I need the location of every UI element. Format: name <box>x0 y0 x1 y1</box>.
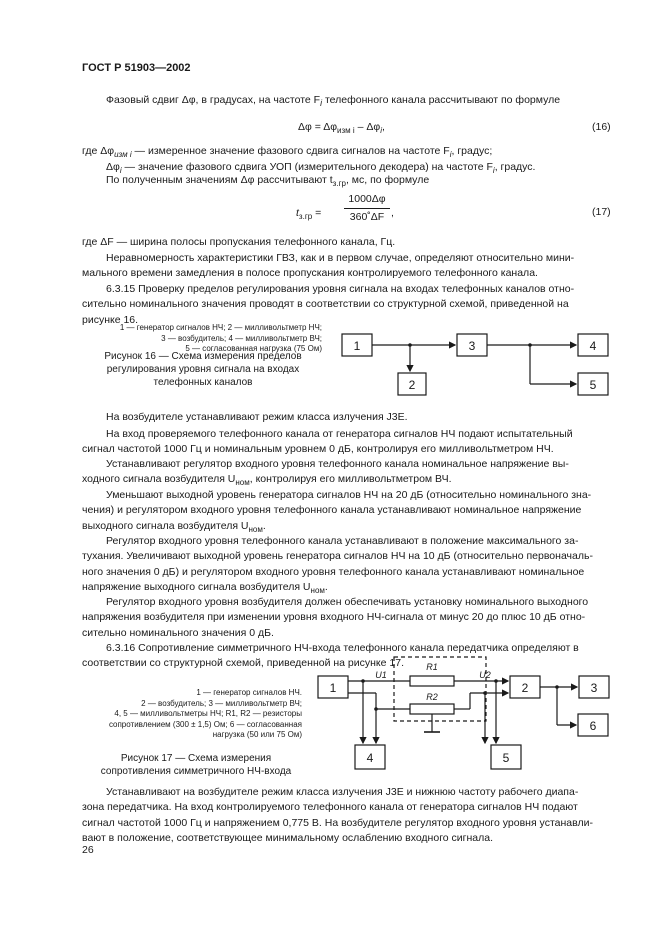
fig16-legend-line-3: 5 — согласованная нагрузка (75 Ом) <box>185 344 322 353</box>
fig16-caption <box>88 350 318 389</box>
p4-line-1: 6.3.15 Проверку пределов регулирования уровня сигнала на входах телефонных каналов отно- <box>106 283 575 295</box>
eq17-lhs: t <box>296 207 299 219</box>
p4-line-3: рисунке 16. <box>82 313 139 326</box>
fig16-caption-line-3: телефонных каналов <box>153 377 253 388</box>
w2-sub2: i <box>492 166 495 176</box>
paragraph-final-setup <box>82 785 610 846</box>
w1-sub: изм i <box>114 150 132 160</box>
fig16-label-4: 4 <box>589 339 597 353</box>
p12-line-3: сигнал частотой 1000 Гц и напряжением 0,775 В. На возбудителе регулятор входного уровня устанавли- <box>82 816 593 829</box>
p8-line-3a: выходного сигнала возбудителя U <box>82 519 249 532</box>
fig17-r2-label: R2 <box>426 692 438 702</box>
p9-line-4a: напряжение выходного сигнала возбудителя U <box>82 580 311 593</box>
fig17-label-1: 1 <box>329 681 337 695</box>
fig17-label-6: 6 <box>589 719 597 733</box>
p11-line-2: соответствии со структурной схемой, приведенной на рисунке 17. <box>82 657 404 670</box>
fig17-label-3: 3 <box>590 681 598 695</box>
fig17-legend-line-5: нагрузка (50 или 75 Ом) <box>212 730 302 739</box>
doc-header: ГОСТ Р 51903—2002 <box>82 62 191 74</box>
eq17-tail: , <box>391 207 394 219</box>
eq16-lhs: Δφ = Δφ <box>298 121 338 133</box>
fig17-legend-line-3: 4, 5 — милливольтметры НЧ; R1, R2 — резисторы <box>114 709 302 718</box>
p6-line-1: На вход проверяемого телефонного канала от генератора сигналов НЧ подают испытательный <box>106 428 573 440</box>
fig16-node-2 <box>528 343 532 347</box>
p3-line-1: Неравномерность характеристики ГВЗ, как и в первом случае, определяют относительно мини- <box>106 252 575 264</box>
w1-b: — измеренное значение фазового сдвига сигналов на частоте F <box>131 145 450 157</box>
fig17-caption <box>90 752 302 778</box>
fig16-legend-line-1: 1 — генератор сигналов НЧ; 2 — милливольтметр НЧ; <box>119 323 322 332</box>
p8-line-1: Уменьшают выходной уровень генератора сигналов НЧ на 20 дБ (относительно номинального зна- <box>106 489 592 501</box>
p9-line-2: тухания. Увеличивают выходной уровень генератора сигналов НЧ на 10 дБ (относительно первоначаль- <box>82 550 593 563</box>
fig16-legend-line-2: 3 — возбудитель; 4 — милливольтметр ВЧ; <box>161 333 322 343</box>
p1-sub: i <box>320 98 323 109</box>
w1-sub2: i <box>449 150 452 160</box>
p2-sub: з.гр <box>332 179 346 189</box>
eq17-denominator: 360˚ΔF <box>349 211 385 223</box>
paragraph-test-signal <box>82 427 610 458</box>
w2-a: Δφ <box>106 161 120 173</box>
where-bandwidth: где ΔF — ширина полосы пропускания телефонного канала, Гц. <box>82 236 396 248</box>
where-line-1 <box>82 145 492 159</box>
paragraph-max-attenuation <box>82 534 610 598</box>
eq16-sub1: изм i <box>337 126 355 136</box>
p10-line-2: напряжения возбудителя при изменении уровня входного НЧ-сигнала от минус 20 до плюс 10 дБ отно- <box>82 611 586 624</box>
p2-b: , мс, по формуле <box>345 174 430 186</box>
p4-line-2: сительно номинального значения проводят в соответствии со структурной схемой, приведенной на <box>82 298 569 311</box>
eq17-lhs-sub: з.гр <box>298 212 313 222</box>
where-line-2 <box>106 161 535 175</box>
p12-line-1: Устанавливают на возбудителе режим класса излучения J3E и нижнюю частоту рабочего диапа- <box>106 786 579 798</box>
fig16-diagram <box>330 325 615 405</box>
fig17-legend-line-1: 1 — генератор сигналов НЧ. <box>196 688 302 697</box>
eq17-numerator: 1000Δφ <box>348 193 386 205</box>
p1-text: Фазовый сдвиг Δφ, в градусах, на частоте F <box>106 94 321 106</box>
eq16-sub2: i <box>380 126 382 136</box>
fig17-legend <box>86 688 302 741</box>
p10-line-3: сительно номинального значения 0 дБ. <box>82 626 274 639</box>
fig16-label-3: 3 <box>468 339 476 353</box>
p10-line-1: Регулятор входного уровня возбудителя должен обеспечивать установку номинального выходного <box>106 596 589 608</box>
fig17-r1-label: R1 <box>426 662 438 672</box>
w1-a: где Δφ <box>82 145 115 157</box>
w2-c: , градус. <box>494 161 536 173</box>
p9-sub: ном <box>310 585 325 595</box>
fig16-label-2: 2 <box>408 378 416 392</box>
p2-a: По полученным значениям Δφ рассчитывают t <box>106 174 333 186</box>
fig17-label-2: 2 <box>521 681 529 695</box>
paragraph-reduce-20db <box>82 488 610 537</box>
eq16-mid: – Δφ <box>354 121 381 133</box>
fig17-legend-line-4: сопротивлением (300 ± 1,5) Ом; 6 — согласованная <box>108 719 302 729</box>
fig17-caption-line-1: Рисунок 17 — Схема измерения <box>120 753 272 764</box>
p1-end: телефонного канала рассчитывают по формуле <box>322 94 561 106</box>
equation-number-16: (16) <box>592 121 611 133</box>
p7-sub: ном <box>235 478 250 488</box>
w2-b: — значение фазового сдвига УОП (измерительного декодера) на частоте F <box>121 161 493 173</box>
fig17-node-d <box>483 691 487 695</box>
formula-16 <box>298 121 385 135</box>
w2-sub: i <box>119 166 122 176</box>
fig17-label-5: 5 <box>502 751 510 765</box>
p11-line-1: 6.3.16 Сопротивление симметричного НЧ-входа телефонного канала передатчика определяют в <box>106 642 579 654</box>
fig17-node-c <box>494 679 498 683</box>
fig17-u2-label: U2 <box>479 670 491 680</box>
fig16-label-1: 1 <box>353 339 361 353</box>
fig16-label-5: 5 <box>589 378 597 392</box>
fig17-u1-label: U1 <box>375 670 387 680</box>
fig17-node-e <box>555 685 559 689</box>
eq17-eq: = <box>312 207 322 219</box>
eq16-tail: , <box>381 121 385 133</box>
fig17-dashed-enclosure <box>394 657 486 721</box>
paragraph-set-nominal <box>82 457 610 491</box>
paragraph-gvz <box>82 251 610 282</box>
p12-line-4: вают в положение, соответствующее минимальному ослаблению входного сигнала. <box>82 831 494 844</box>
fig17-node-a <box>361 679 365 683</box>
p9-line-3: ного значения 0 дБ) и регулятором входного уровня телефонного канала устанавливают номинальное <box>82 565 585 578</box>
fig16-node-1 <box>408 343 412 347</box>
fig17-diagram <box>310 652 630 776</box>
fig17-resistor-r1 <box>410 676 454 686</box>
paragraph-delay-formula-intro <box>106 174 429 188</box>
p7-line-2b: , контролируя его милливольтметром ВЧ. <box>249 473 452 486</box>
page-number: 26 <box>82 844 94 856</box>
p9-line-1: Регулятор входного уровня телефонного канала устанавливают в положение максимального за- <box>106 535 579 547</box>
equation-number-17: (17) <box>592 206 611 218</box>
eq17-fraction-bar <box>344 208 390 209</box>
paragraph-regulator-range <box>82 595 610 641</box>
p8-sub: ном <box>248 524 263 534</box>
p9-line-4b: . <box>324 580 328 593</box>
fig17-legend-line-2: 2 — возбудитель; 3 — милливольтметр ВЧ; <box>141 698 302 708</box>
p8-line-3b: . <box>262 519 266 532</box>
fig17-caption-line-2: сопротивления симметричного НЧ-входа <box>100 766 292 777</box>
fig17-node-b <box>374 707 378 711</box>
p7-line-1: Устанавливают регулятор входного уровня телефонного канала номинальное напряжение вы- <box>106 458 569 470</box>
p12-line-2: зона передатчика. На вход контролируемого телефонного канала от генератора сигналов НЧ подают <box>82 801 578 814</box>
fig16-caption-line-1: Рисунок 16 — Схема измерения пределов <box>104 351 302 362</box>
w1-c: , градус; <box>451 145 493 157</box>
paragraph-phase-shift <box>106 94 560 108</box>
p3-line-2: мального времени замедления в полосе пропускания контролируемого телефонного канала. <box>82 267 538 280</box>
paragraph-j3e-mode: На возбудителе устанавливают режим класса излучения J3E. <box>106 411 408 423</box>
fig17-label-4: 4 <box>366 751 374 765</box>
p6-line-2: сигнал частотой 1000 Гц и номинальным уровнем 0 дБ, контролируя его милливольтметром НЧ. <box>82 443 554 456</box>
paragraph-6-3-15 <box>82 282 610 328</box>
p7-line-2a: ходного сигнала возбудителя U <box>82 473 236 486</box>
fig16-caption-line-2: регулирования уровня сигнала на входах <box>106 364 300 375</box>
p8-line-2: чения) и регулятором входного уровня телефонного канала устанавливают номинальное напряжение <box>82 504 582 517</box>
fig17-resistor-r2 <box>410 704 454 714</box>
